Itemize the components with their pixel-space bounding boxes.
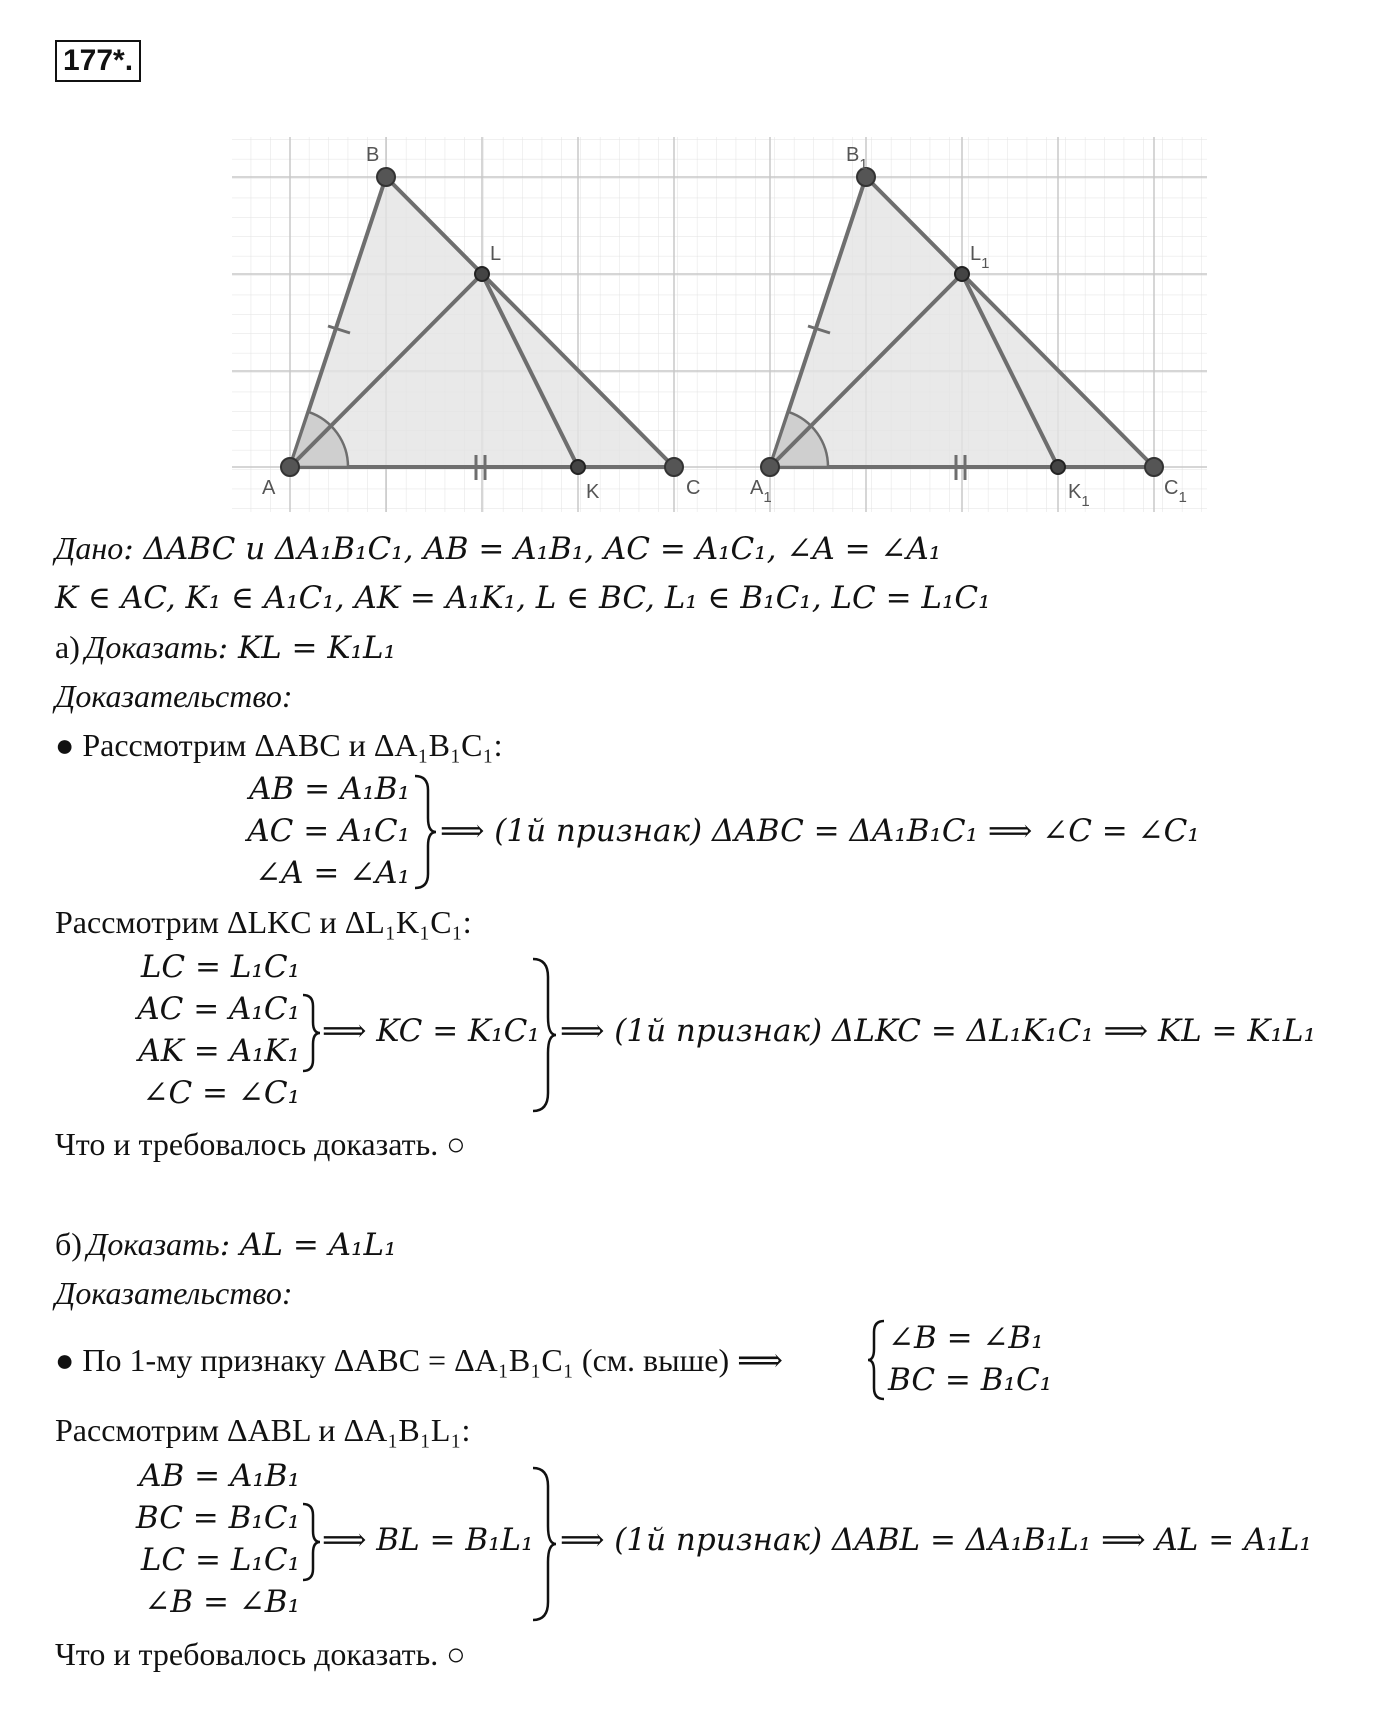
part-b-step2-intro: Рассмотрим ΔABL и ΔA₁B₁L₁: <box>55 1412 471 1448</box>
geometry-figure <box>230 135 1210 515</box>
part-b-step2-inner-1: BC = B₁C₁ <box>135 1500 300 1536</box>
right-brace <box>300 1501 322 1583</box>
part-b-prove-label: Доказать <box>87 1226 220 1262</box>
part-a-step2-bottom: ∠C = ∠C₁ <box>142 1075 300 1111</box>
part-a-prove-statement: : KL = K₁L₁ <box>217 630 396 666</box>
point-k <box>571 460 585 474</box>
point-c <box>665 458 683 476</box>
label-k: K <box>586 481 600 503</box>
given-label: Дано <box>55 530 124 566</box>
point-c1 <box>1145 458 1163 476</box>
label-b: B <box>366 144 380 166</box>
part-a-step2-intro: Рассмотрим ΔLKC и ΔL₁K₁C₁: <box>55 904 472 940</box>
part-a-step2-inner-result: ⟹ KC = K₁C₁ <box>322 1013 540 1049</box>
label-l: L <box>490 243 502 265</box>
point-b <box>377 168 395 186</box>
part-a-prefix: а) <box>55 629 80 665</box>
part-a-step1-line-1: AB = A₁B₁ <box>249 771 410 807</box>
part-a-step2-result: ⟹ (1й признак) ΔLKC = ΔL₁K₁C₁ ⟹ KL = K₁L₁ <box>560 1013 1316 1049</box>
part-a-proof-label: Доказательство: <box>55 678 293 714</box>
part-b-prove-statement: : AL = A₁L₁ <box>219 1227 397 1263</box>
label-c: C <box>686 477 701 499</box>
right-brace <box>412 772 438 892</box>
label-a: A <box>262 477 276 499</box>
part-a-step2-inner-2: AK = A₁K₁ <box>138 1033 300 1069</box>
part-a-step1-result: ⟹ (1й признак) ΔABC = ΔA₁B₁C₁ ⟹ ∠C = ∠C₁ <box>440 813 1200 849</box>
given-line-1 <box>55 530 941 567</box>
part-b-prove <box>55 1226 397 1263</box>
part-b-step2-inner-result: ⟹ BL = B₁L₁ <box>322 1522 534 1558</box>
right-brace <box>530 955 558 1115</box>
part-b-step2-bottom: ∠B = ∠B₁ <box>144 1584 300 1620</box>
label-a1: $A_1$ <box>750 477 772 506</box>
label-c1: $C_1$ <box>1164 477 1187 506</box>
part-a-step1-line-3: ∠A = ∠A₁ <box>255 855 410 891</box>
point-a1 <box>761 458 779 476</box>
point-l <box>475 267 489 281</box>
part-a-step2-top: LC = L₁C₁ <box>140 949 300 985</box>
given-text-1: : ΔABC и ΔA₁B₁C₁, AB = A₁B₁, AC = A₁C₁, ∠A = ∠A₁ <box>123 531 942 567</box>
problem-number: 177*. <box>55 40 141 82</box>
label-l1: $L_1$ <box>970 243 990 272</box>
part-b-proof-label: Доказательство: <box>55 1275 293 1311</box>
point-l1 <box>955 267 969 281</box>
part-b-system-1: ∠B = ∠B₁ <box>888 1320 1044 1356</box>
part-a-prove <box>55 629 396 666</box>
part-b-step2-top: AB = A₁B₁ <box>139 1458 300 1494</box>
part-b-qed: Что и требовалось доказать. ○ <box>55 1636 466 1672</box>
part-b-system-2: BC = B₁C₁ <box>888 1362 1053 1398</box>
part-b-step2-inner-2: LC = L₁C₁ <box>140 1542 300 1578</box>
point-k1 <box>1051 460 1065 474</box>
part-a-qed: Что и требовалось доказать. ○ <box>55 1126 466 1162</box>
part-b-step2-result: ⟹ (1й признак) ΔABL = ΔA₁B₁L₁ ⟹ AL = A₁L₁ <box>560 1522 1312 1558</box>
part-a-prove-label: Доказать <box>84 629 218 665</box>
part-b-step1: ● По 1-му признаку ΔABC = ΔA₁B₁C₁ (см. выше) ⟹ <box>55 1342 784 1378</box>
label-b1: $B_1$ <box>846 144 868 173</box>
label-k1: $K_1$ <box>1068 481 1090 510</box>
left-brace <box>866 1318 886 1402</box>
right-brace <box>300 992 322 1074</box>
point-a <box>281 458 299 476</box>
part-b-prefix: б) <box>55 1226 82 1262</box>
right-brace <box>530 1464 558 1624</box>
part-a-step2-inner-1: AC = A₁C₁ <box>137 991 300 1027</box>
part-a-step1-line-2: AC = A₁C₁ <box>247 813 410 849</box>
given-line-2: K ∈ AC, K₁ ∈ A₁C₁, AK = A₁K₁, L ∈ BC, L₁ ∈ B₁C₁, LC = L₁C₁ <box>55 580 991 616</box>
part-a-step1-intro: ● Рассмотрим ΔABC и ΔA₁B₁C₁: <box>55 727 503 763</box>
